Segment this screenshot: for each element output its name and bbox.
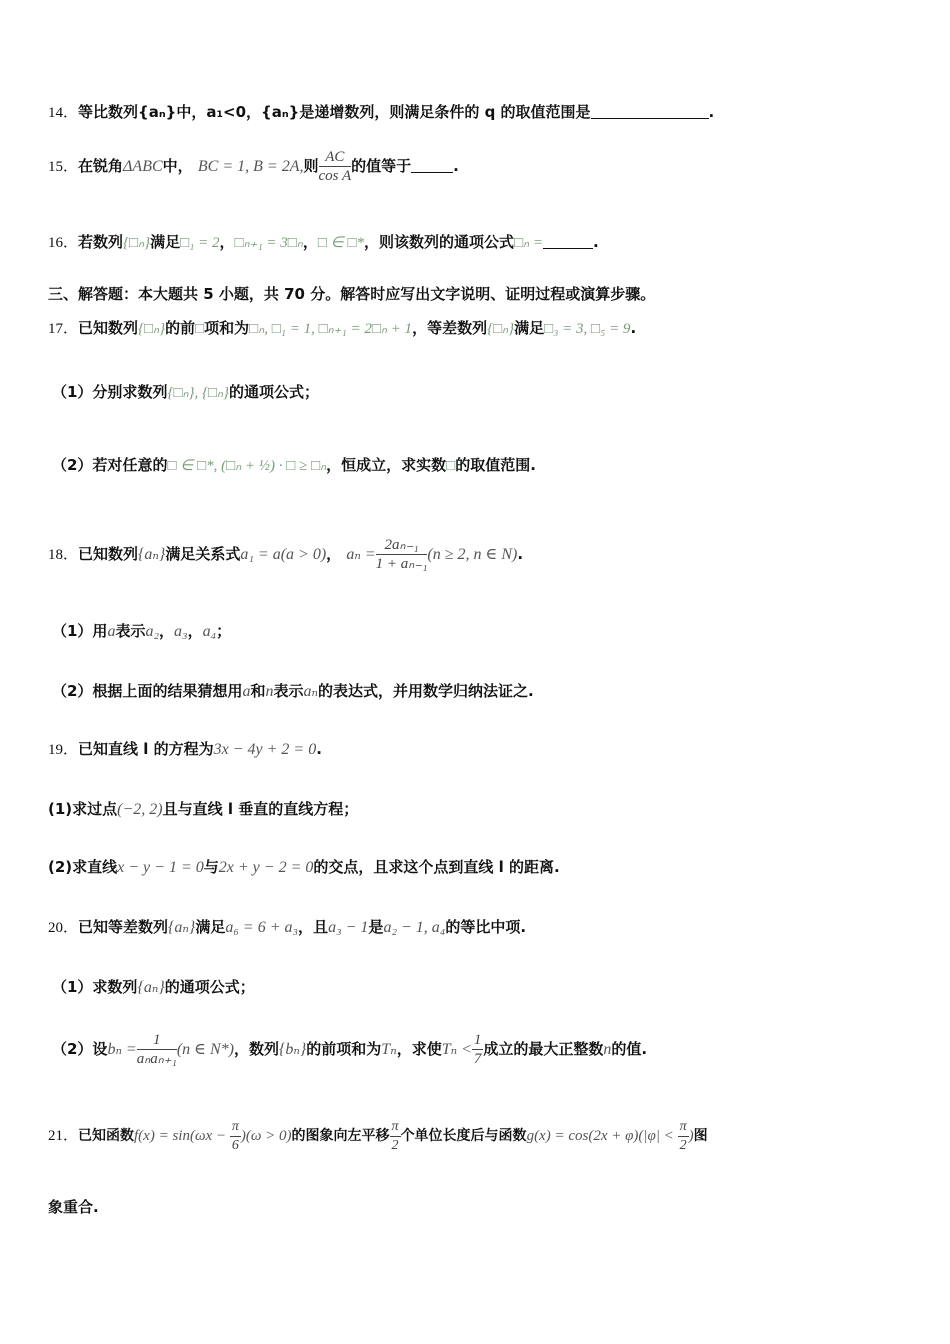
text: 满足 xyxy=(195,918,226,936)
math: □ ∈ □*, (□ₙ + ½) · □ ≥ □ₙ xyxy=(167,458,327,474)
math: ) xyxy=(688,1128,694,1144)
text: 已知直线 l 的方程为 xyxy=(78,740,214,758)
part-label: （2）设 xyxy=(52,1040,108,1058)
part-label: （1）用 xyxy=(52,622,108,640)
math: a₆ = 6 + a₃ xyxy=(225,919,299,936)
text: 若数列 xyxy=(78,233,124,251)
text: ， xyxy=(302,233,318,251)
question-number: 21． xyxy=(48,1128,79,1144)
numerator: π xyxy=(390,1118,401,1137)
text: ， xyxy=(159,622,175,640)
denominator: 2 xyxy=(679,1137,687,1153)
text: 的前项和为 xyxy=(306,1040,382,1058)
denominator: 7 xyxy=(473,1051,482,1067)
period: . xyxy=(517,545,524,563)
math: □ₙ₊₁ = 3□ₙ xyxy=(234,235,303,251)
text: 在锐角 xyxy=(78,157,124,175)
question-19-part-1 xyxy=(48,798,910,821)
text: 已知等差数列 xyxy=(78,918,169,936)
math-triangle: ΔABC xyxy=(123,158,163,175)
question-21-continued: 象重合. xyxy=(48,1198,99,1216)
part-label: (2)求直线 xyxy=(48,858,118,876)
question-number: 17． xyxy=(48,321,79,337)
denominator: aₙaₙ₊₁ xyxy=(136,1051,177,1067)
text: ，恒成立，求实数 xyxy=(326,456,447,474)
math: a₃ − 1 xyxy=(328,919,369,936)
denominator: 6 xyxy=(231,1137,239,1153)
math: {aₙ} xyxy=(138,546,166,563)
question-17-part-1 xyxy=(52,381,910,404)
part-label: （2）若对任意的 xyxy=(52,456,168,474)
math: aₙ xyxy=(303,683,318,700)
text: ，且 xyxy=(298,918,329,936)
text: 的值. xyxy=(611,1040,648,1058)
question-15 xyxy=(48,146,910,186)
math: {bₙ} xyxy=(279,1041,307,1058)
part-label: （1）求数列 xyxy=(52,978,138,996)
period: . xyxy=(316,740,322,758)
math: □₃ = 3, □₅ = 9 xyxy=(544,321,631,337)
math-fraction xyxy=(319,148,352,185)
answer-blank[interactable] xyxy=(591,118,709,119)
text: ，则该数列的通项公式 xyxy=(364,233,515,251)
text: 的表达式，并用数学归纳法证之. xyxy=(317,682,534,700)
text: 表示 xyxy=(273,682,304,700)
text: 已知函数 xyxy=(78,1128,135,1144)
section-heading: 三、解答题：本大题共 5 小题，共 70 分。解答时应写出文字说明、证明过程或演算步骤。 xyxy=(48,285,656,303)
question-16 xyxy=(48,231,910,254)
text: ， xyxy=(219,233,235,251)
text: 的等比中项. xyxy=(445,918,527,936)
math-condition: BC = 1, B = 2A, xyxy=(197,158,304,175)
math: n xyxy=(265,683,274,700)
math: x − y − 1 = 0 xyxy=(117,859,204,876)
period: . xyxy=(630,319,637,337)
question-text: 等比数列{aₙ}中，a₁<0，{aₙ}是递增数列，则满足条件的 q 的取值范围是 xyxy=(78,103,591,121)
math: g(x) = cos(2x + φ)(|φ| < xyxy=(526,1128,678,1144)
math: a₄ xyxy=(202,623,217,640)
math-fraction xyxy=(376,536,428,573)
text: 的值等于 xyxy=(351,157,412,175)
math: {aₙ} xyxy=(137,979,165,996)
part-label: (1)求过点 xyxy=(48,800,118,818)
math-fraction xyxy=(472,1031,484,1068)
question-number: 18． xyxy=(48,547,79,563)
text: ， xyxy=(326,545,342,563)
math: a₃ xyxy=(174,623,188,640)
text: 的交点，且求这个点到直线 l 的距离. xyxy=(313,858,560,876)
question-20 xyxy=(48,916,910,939)
math: 3x − 4y + 2 = 0 xyxy=(213,741,317,758)
text: 则 xyxy=(303,157,319,175)
text: 的通项公式； xyxy=(229,383,320,401)
math: □ xyxy=(195,321,205,337)
text: 满足 xyxy=(150,233,181,251)
question-20-part-2 xyxy=(52,1027,910,1071)
math: (−2, 2) xyxy=(117,801,163,818)
question-number: 16． xyxy=(48,235,79,251)
math-fraction xyxy=(137,1031,177,1068)
math: Tₙ xyxy=(381,1041,397,1058)
numerator: AC xyxy=(319,148,352,167)
math: (n ∈ N*) xyxy=(176,1041,234,1058)
part-label: （1）分别求数列 xyxy=(52,383,168,401)
period: . xyxy=(708,103,715,121)
text: ，等差数列 xyxy=(412,319,488,337)
math: n xyxy=(603,1041,612,1058)
question-21 xyxy=(48,1112,910,1160)
math-fraction xyxy=(230,1118,241,1155)
math: a xyxy=(242,683,251,700)
text: ； xyxy=(216,622,232,640)
math: □ ∈ □* xyxy=(317,235,365,251)
text: 中， xyxy=(162,157,193,175)
math: )(ω > 0) xyxy=(240,1128,292,1144)
answer-blank[interactable] xyxy=(543,248,593,249)
denominator: cos A xyxy=(318,168,352,184)
question-17-part-2 xyxy=(52,454,910,477)
math: f(x) = sin(ωx − xyxy=(134,1128,230,1144)
math: bₙ = xyxy=(107,1041,137,1058)
question-19-part-2 xyxy=(48,856,910,879)
text: 项和为 xyxy=(204,319,250,337)
math: {□ₙ} xyxy=(487,321,515,337)
answer-blank[interactable] xyxy=(411,172,453,173)
question-18 xyxy=(48,532,910,576)
denominator: 1 + aₙ₋₁ xyxy=(375,556,428,572)
question-19 xyxy=(48,738,910,761)
question-number: 20． xyxy=(48,920,79,936)
math: {aₙ} xyxy=(168,919,196,936)
period: . xyxy=(453,157,459,175)
question-number: 19． xyxy=(48,742,79,758)
text: 的通项公式； xyxy=(164,978,255,996)
numerator: π xyxy=(230,1118,241,1137)
part-label: （2）根据上面的结果猜想用 xyxy=(52,682,243,700)
text: 的前 xyxy=(165,319,196,337)
text: 个单位长度后与函数 xyxy=(400,1128,527,1144)
math: {□ₙ} xyxy=(138,321,166,337)
math: □ xyxy=(446,458,456,474)
math: a xyxy=(107,623,116,640)
math: {□ₙ}, {□ₙ} xyxy=(167,385,230,401)
text: ， xyxy=(187,622,203,640)
numerator: 1 xyxy=(473,1032,482,1048)
text: 图 xyxy=(693,1128,708,1144)
math-fraction xyxy=(678,1118,689,1155)
math-fraction xyxy=(390,1118,401,1155)
text: 和 xyxy=(250,682,266,700)
math: 2x + y − 2 = 0 xyxy=(218,859,314,876)
math: □ₙ, □₁ = 1, □ₙ₊₁ = 2□ₙ + 1 xyxy=(249,321,413,337)
text: 的取值范围. xyxy=(455,456,536,474)
numerator: π xyxy=(678,1118,689,1137)
text: 的图象向左平移 xyxy=(291,1128,390,1144)
question-17 xyxy=(48,317,910,340)
question-20-part-1 xyxy=(52,976,910,999)
numerator: 2aₙ₋₁ xyxy=(376,536,428,555)
math: □ₙ = xyxy=(514,235,543,251)
text: 表示 xyxy=(115,622,146,640)
math: (n ≥ 2, n ∈ N) xyxy=(427,546,518,563)
math: a₂ xyxy=(145,623,160,640)
text: 已知数列 xyxy=(78,319,139,337)
question-14 xyxy=(48,101,910,124)
question-18-part-1 xyxy=(52,620,910,643)
math: □₁ = 2 xyxy=(180,235,220,251)
text: ，数列 xyxy=(233,1040,279,1058)
math: aₙ = xyxy=(346,546,376,563)
math: Tₙ < xyxy=(441,1041,472,1058)
math: a₁ = a(a > 0) xyxy=(240,546,327,563)
denominator: 2 xyxy=(391,1137,399,1153)
text: 满足 xyxy=(514,319,545,337)
numerator: 1 xyxy=(137,1031,177,1050)
text: 且与直线 l 垂直的直线方程； xyxy=(162,800,359,818)
text: 已知数列 xyxy=(78,545,139,563)
text: ，求使 xyxy=(396,1040,442,1058)
text: 与 xyxy=(203,858,219,876)
text: 满足关系式 xyxy=(165,545,241,563)
question-number: 14． xyxy=(48,105,79,121)
math: {□ₙ} xyxy=(123,235,151,251)
text: 成立的最大正整数 xyxy=(483,1040,604,1058)
math: a₂ − 1, a₄ xyxy=(383,919,446,936)
text: 是 xyxy=(368,918,384,936)
question-18-part-2 xyxy=(52,680,910,703)
period: . xyxy=(592,233,599,251)
question-number: 15． xyxy=(48,159,79,175)
